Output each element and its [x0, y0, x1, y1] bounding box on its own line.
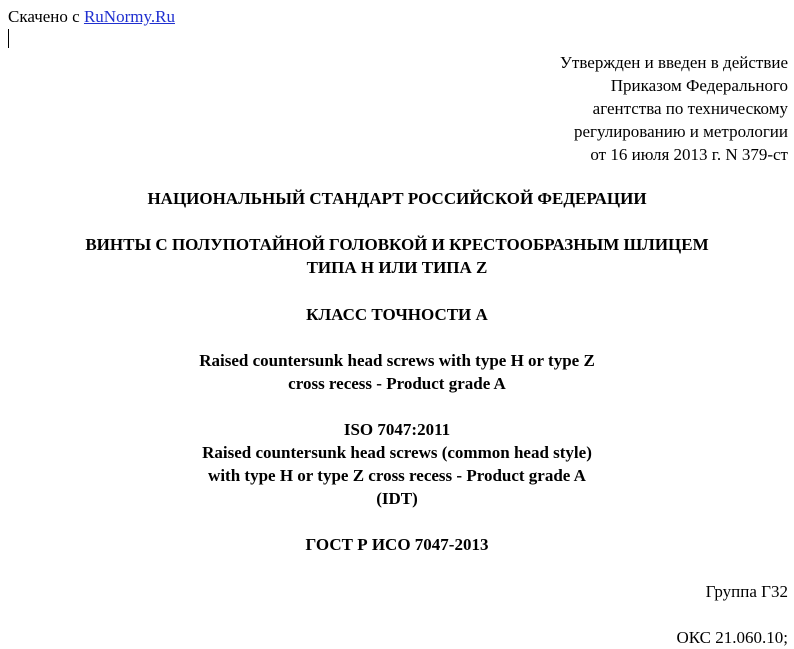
- approval-line: Приказом Федерального: [610, 76, 788, 95]
- russian-title: [0, 233, 794, 279]
- national-standard-text: НАЦИОНАЛЬНЫЙ СТАНДАРТ РОССИЙСКОЙ ФЕДЕРАЦИИ: [147, 189, 647, 208]
- gost-code-heading: [0, 533, 794, 556]
- english-title-line: Raised countersunk head screws with type H or type Z: [199, 351, 595, 370]
- english-title: [0, 349, 794, 395]
- national-standard-heading: [0, 187, 794, 210]
- oks-label: ОКС 21.060.10;: [676, 628, 788, 647]
- approval-line: от 16 июля 2013 г. N 379-ст: [590, 145, 788, 164]
- group-label: Группа Г32: [705, 582, 788, 601]
- iso-reference-line: ISO 7047:2011: [343, 420, 451, 439]
- iso-reference-line: with type H or type Z cross recess - Product grade A: [208, 466, 586, 485]
- iso-reference-block: [0, 418, 794, 510]
- runormy-link[interactable]: RuNormy.Ru: [83, 7, 175, 26]
- russian-title-line: ВИНТЫ С ПОЛУПОТАЙНОЙ ГОЛОВКОЙ И КРЕСТООБРАЗНЫМ ШЛИЦЕМ: [85, 235, 709, 254]
- accuracy-class-text: КЛАСС ТОЧНОСТИ А: [306, 305, 488, 324]
- approval-line: Утвержден и введен в действие: [559, 53, 788, 72]
- download-source-prefix: Скачено с: [8, 7, 84, 26]
- text-cursor: [8, 29, 9, 48]
- accuracy-class-heading: [0, 303, 794, 326]
- iso-reference-line: Raised countersunk head screws (common head style): [202, 443, 592, 462]
- approval-block: [560, 51, 788, 166]
- approval-line: агентства по техническому: [592, 99, 788, 118]
- approval-line: регулированию и метрологии: [573, 122, 788, 141]
- english-title-line: cross recess - Product grade A: [288, 374, 506, 393]
- russian-title-line: ТИПА H ИЛИ ТИПА Z: [306, 258, 488, 277]
- iso-reference-line: (IDT): [376, 489, 418, 508]
- download-source-line: [8, 5, 175, 28]
- gost-code-text: ГОСТ Р ИСО 7047-2013: [305, 535, 489, 554]
